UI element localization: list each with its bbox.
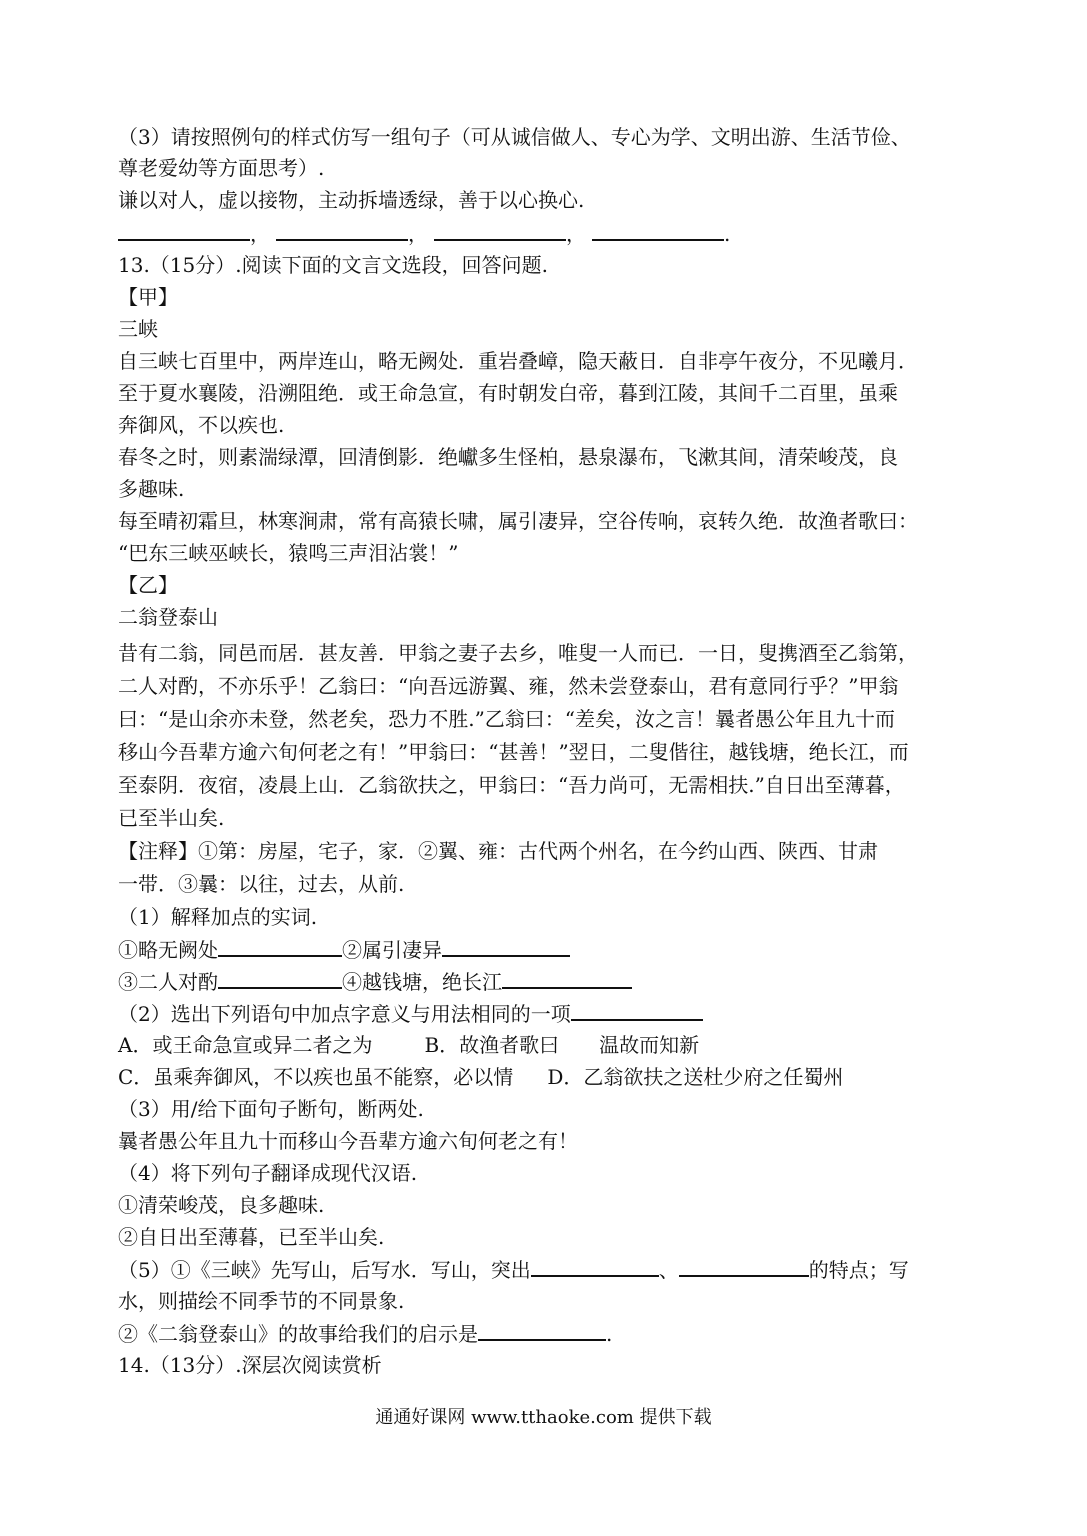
- passage-yi-title: 二翁登泰山: [118, 605, 218, 629]
- blank-separator: ，: [250, 222, 270, 246]
- subquestion-4-item: ①清荣峻茂，良多趣味.: [118, 1193, 325, 1217]
- answer-blank[interactable]: [571, 1001, 703, 1021]
- blank-separator: ，: [566, 222, 586, 246]
- subquestion-2-prompt: （2）选出下列语句中加点字意义与用法相同的一项: [118, 1002, 571, 1026]
- subquestion-1-item: ④越钱塘，绝长江: [342, 970, 502, 994]
- blank-separator: ，: [408, 222, 428, 246]
- answer-blank[interactable]: [531, 1257, 659, 1277]
- choice-option-b[interactable]: B．故渔者歌曰 温故而知新: [424, 1033, 700, 1057]
- subquestion-3-sentence: 曩者愚公年且九十而移山今吾辈方逾六旬何老之有！: [118, 1129, 578, 1153]
- passage-jia-line: 春冬之时，则素湍绿潭，回清倒影．绝巘多生怪柏，悬泉瀑布，飞漱其间，清荣峻茂，良: [118, 445, 898, 469]
- subquestion-5-row: [118, 1257, 909, 1282]
- subquestion-5-prompt: ②《二翁登泰山》的故事给我们的启示是: [118, 1322, 478, 1346]
- passage-jia-line: 每至晴初霜旦，林寒涧肃，常有高猿长啸，属引凄异，空谷传响，哀转久绝．故渔者歌曰：: [118, 509, 918, 533]
- passage-yi-line: 曰：“是山余亦未登，然老矣，恐力不胜.”乙翁曰：“差矣，汝之言！曩者愚公年且九十而: [118, 707, 896, 731]
- answer-blank[interactable]: [679, 1257, 809, 1277]
- choice-option-a[interactable]: A．或王命急宣或异二者之为: [118, 1033, 373, 1057]
- q3-example-sentence: 谦以对人，虚以接物，主动拆墙透绿，善于以心换心.: [118, 188, 585, 212]
- answer-blank[interactable]: [276, 221, 408, 241]
- passage-yi-line: 昔有二翁，同邑而居．甚友善．甲翁之妻子去乡，唯叟一人而已．一日，叟携酒至乙翁第，: [118, 641, 918, 665]
- passage-jia-title: 三峡: [118, 317, 158, 341]
- answer-blank[interactable]: [592, 221, 724, 241]
- page-footer: 通通好课网 www.tthaoke.com 提供下载: [375, 1407, 712, 1428]
- passage-yi-line: 至泰阴．夜宿，凌晨上山．乙翁欲扶之，甲翁曰：“吾力尚可，无需相扶.”自日出至薄暮，: [118, 773, 905, 797]
- passage-yi-label: 【乙】: [118, 573, 178, 597]
- answer-blank[interactable]: [218, 937, 342, 957]
- subquestion-1-item: ③二人对酌: [118, 970, 218, 994]
- subquestion-1-prompt: （1）解释加点的实词.: [118, 905, 318, 929]
- subquestion-1-row: [118, 969, 632, 994]
- subquestion-4-item: ②自日出至薄暮，已至半山矣.: [118, 1225, 385, 1249]
- subquestion-5-row: [118, 1321, 612, 1346]
- blank-end: .: [606, 1322, 613, 1346]
- annotation-line: 【注释】①第：房屋，宅子，家．②翼、雍：古代两个州名，在今约山西、陕西、甘肃: [118, 839, 878, 863]
- subquestion-5-prompt-tail: 的特点；写: [808, 1258, 909, 1282]
- q3-prompt-line-1: （3）请按照例句的样式仿写一组句子（可从诚信做人、专心为学、文明出游、生活节俭、: [118, 125, 911, 149]
- q3-answer-blanks: [118, 221, 730, 246]
- question-13-title: 13.（15分）.阅读下面的文言文选段，回答问题.: [118, 253, 548, 277]
- blank-end: .: [724, 222, 731, 246]
- subquestion-2-row: [118, 1001, 703, 1026]
- answer-blank[interactable]: [434, 221, 566, 241]
- subquestion-1-row: [118, 937, 570, 962]
- subquestion-4-prompt: （4）将下列句子翻译成现代汉语.: [118, 1161, 418, 1185]
- passage-yi-line: 已至半山矣.: [118, 806, 225, 830]
- choice-option-c[interactable]: C．虽乘奔御风，不以疾也虽不能察，必以情: [118, 1065, 514, 1089]
- choice-row: [118, 1033, 699, 1057]
- passage-jia-line: 多趣味.: [118, 477, 185, 501]
- passage-yi-line: 移山今吾辈方逾六旬何老之有！”甲翁曰：“甚善！”翌日，二叟偕往，越钱塘，绝长江，而: [118, 740, 909, 764]
- question-14-title: 14.（13分）.深层次阅读赏析: [118, 1353, 382, 1377]
- subquestion-1-item: ②属引凄异: [342, 938, 442, 962]
- answer-blank[interactable]: [442, 937, 570, 957]
- q3-prompt-line-2: 尊老爱幼等方面思考）.: [118, 156, 325, 180]
- passage-jia-line: “巴东三峡巫峡长，猿鸣三声泪沾裳！”: [118, 541, 459, 565]
- subquestion-5-line: 水，则描绘不同季节的不同景象.: [118, 1289, 405, 1313]
- answer-blank[interactable]: [478, 1321, 606, 1341]
- passage-jia-line: 自三峡七百里中，两岸连山，略无阙处．重岩叠嶂，隐天蔽日．自非亭午夜分，不见曦月．: [118, 349, 918, 373]
- choice-option-d[interactable]: D．乙翁欲扶之送杜少府之任蜀州: [547, 1065, 844, 1089]
- answer-blank[interactable]: [502, 969, 632, 989]
- passage-jia-label: 【甲】: [118, 285, 178, 309]
- blank-separator: 、: [658, 1258, 679, 1282]
- choice-row: [118, 1065, 843, 1089]
- answer-blank[interactable]: [118, 221, 250, 241]
- annotation-line: 一带．③曩：以往，过去，从前.: [118, 872, 405, 896]
- passage-yi-line: 二人对酌，不亦乐乎！乙翁曰：“向吾远游翼、雍，然未尝登泰山，君有意同行乎？”甲翁: [118, 674, 899, 698]
- subquestion-1-item: ①略无阙处: [118, 938, 218, 962]
- passage-jia-line: 奔御风，不以疾也.: [118, 413, 285, 437]
- subquestion-5-prompt: （5）①《三峡》先写山，后写水．写山，突出: [118, 1258, 531, 1282]
- subquestion-3-prompt: （3）用/给下面句子断句，断两处.: [118, 1097, 424, 1121]
- answer-blank[interactable]: [218, 969, 342, 989]
- passage-jia-line: 至于夏水襄陵，沿溯阻绝．或王命急宣，有时朝发白帝，暮到江陵，其间千二百里，虽乘: [118, 381, 898, 405]
